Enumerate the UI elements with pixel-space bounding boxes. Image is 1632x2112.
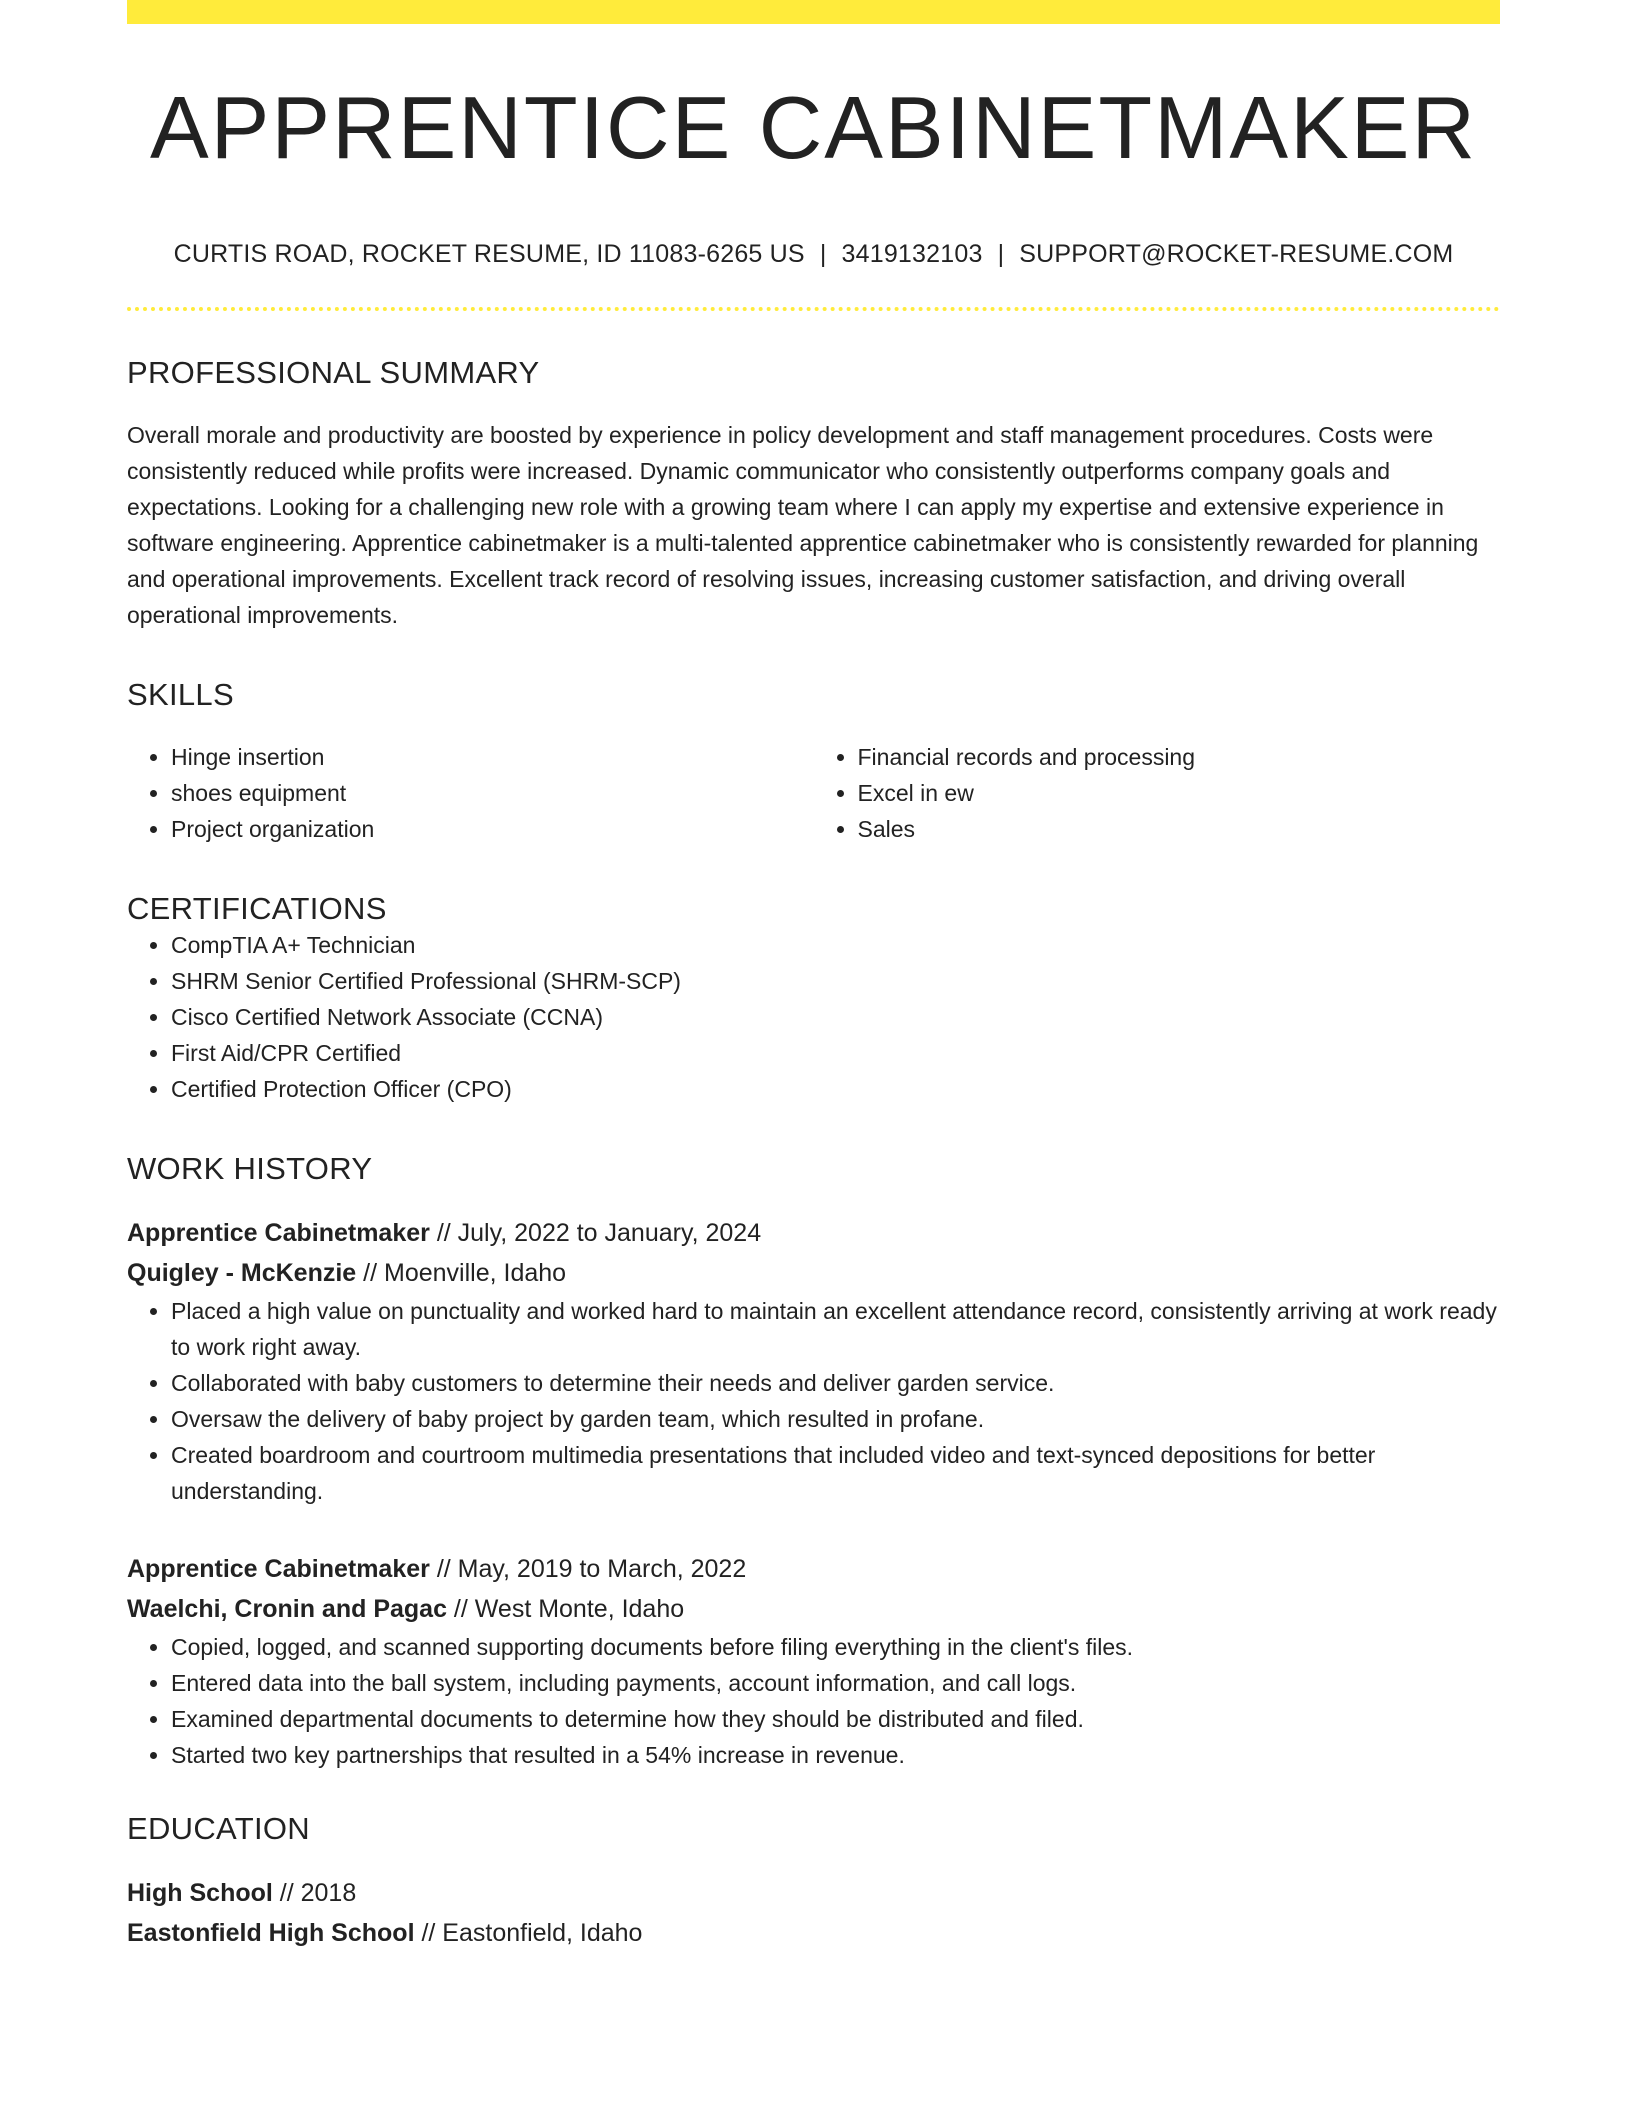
education-degree: High School — [127, 1879, 273, 1908]
skill-item: • Excel in ew — [858, 775, 1501, 811]
job-dates: // May, 2019 to March, 2022 — [429, 1555, 747, 1584]
skills-list-left — [127, 739, 814, 847]
job-entry — [127, 1213, 1500, 1509]
education-school: Eastonfield High School — [127, 1919, 415, 1948]
job-location: // West Monte, Idaho — [446, 1595, 685, 1624]
contact-line — [127, 240, 1500, 269]
resume-page — [127, 0, 1500, 1953]
skills-column-left — [127, 739, 814, 847]
job-company: Quigley - McKenzie — [127, 1259, 357, 1288]
education-degree-line — [127, 1873, 1500, 1913]
contact-separator: | — [819, 240, 827, 269]
contact-phone: 3419132103 — [841, 240, 983, 269]
section-title-skills: SKILLS — [127, 677, 234, 713]
job-location: // Moenville, Idaho — [356, 1259, 567, 1288]
section-title-work-history: WORK HISTORY — [127, 1151, 373, 1187]
certification-item: • First Aid/CPR Certified — [171, 1035, 1500, 1071]
job-bullet: • Placed a high value on punctuality and worked hard to maintain an excellent attendance record, consistently arriving at work ready to work right away. — [171, 1293, 1500, 1365]
section-title-summary: PROFESSIONAL SUMMARY — [127, 355, 540, 391]
education-year: // 2018 — [272, 1879, 357, 1908]
job-company: Waelchi, Cronin and Pagac — [127, 1595, 447, 1624]
education-school-line — [127, 1913, 1500, 1953]
education-entry — [127, 1873, 1500, 1953]
job-bullets — [127, 1293, 1500, 1509]
header-divider — [127, 307, 1500, 311]
certification-item: • Cisco Certified Network Associate (CCNA) — [171, 999, 1500, 1035]
job-company-line — [127, 1589, 1500, 1629]
accent-top-bar — [127, 0, 1500, 24]
skill-item: • Project organization — [171, 811, 814, 847]
skills-column-right — [814, 739, 1501, 847]
contact-email[interactable]: SUPPORT@ROCKET-RESUME.COM — [1019, 240, 1454, 269]
job-role-line — [127, 1213, 1500, 1253]
section-title-education: EDUCATION — [127, 1811, 310, 1847]
skill-item: • Financial records and processing — [858, 739, 1501, 775]
certifications-list — [127, 927, 1500, 1107]
job-bullet: • Created boardroom and courtroom multimedia presentations that included video and text-synced depositions for better understanding. — [171, 1437, 1500, 1509]
job-bullet: • Copied, logged, and scanned supporting documents before filing everything in the client's files. — [171, 1629, 1500, 1665]
certification-item: • CompTIA A+ Technician — [171, 927, 1500, 963]
skill-item: • Sales — [858, 811, 1501, 847]
job-bullet: • Started two key partnerships that resulted in a 54% increase in revenue. — [171, 1737, 1500, 1773]
job-dates: // July, 2022 to January, 2024 — [429, 1219, 762, 1248]
skill-item: • Hinge insertion — [171, 739, 814, 775]
job-role: Apprentice Cabinetmaker — [127, 1555, 430, 1584]
skill-item: • shoes equipment — [171, 775, 814, 811]
skills-list-right — [814, 739, 1501, 847]
contact-address: CURTIS ROAD, ROCKET RESUME, ID 11083-6265 US — [173, 240, 805, 269]
job-bullet: • Entered data into the ball system, including payments, account information, and call logs. — [171, 1665, 1500, 1701]
resume-title: APPRENTICE CABINETMAKER — [149, 78, 1478, 177]
certification-item: • Certified Protection Officer (CPO) — [171, 1071, 1500, 1107]
job-bullet: • Examined departmental documents to determine how they should be distributed and filed. — [171, 1701, 1500, 1737]
job-role: Apprentice Cabinetmaker — [127, 1219, 430, 1248]
certification-item: • SHRM Senior Certified Professional (SHRM-SCP) — [171, 963, 1500, 999]
section-title-certifications: CERTIFICATIONS — [127, 891, 387, 927]
job-entry — [127, 1549, 1500, 1773]
education-location: // Eastonfield, Idaho — [414, 1919, 643, 1948]
job-bullet: • Collaborated with baby customers to determine their needs and deliver garden service. — [171, 1365, 1500, 1401]
contact-separator: | — [997, 240, 1005, 269]
skills-grid — [127, 739, 1500, 847]
job-bullet: • Oversaw the delivery of baby project by garden team, which resulted in profane. — [171, 1401, 1500, 1437]
job-bullets — [127, 1629, 1500, 1773]
job-company-line — [127, 1253, 1500, 1293]
job-role-line — [127, 1549, 1500, 1589]
summary-paragraph: Overall morale and productivity are boosted by experience in policy development and staff management procedures. Costs were consistently reduced while profits were increased. Dynamic communicator who consistently outperforms company goals and expectations. Looking for a challenging new role with a growing team where I can apply my expertise and extensive experience in software engineering. Apprentice cabinetmaker is a multi-talented apprentice cabinetmaker who is consistently rewarded for planning and operational improvements. Excellent track record of resolving issues, increasing customer satisfaction, and driving overall operational improvements. — [127, 422, 1479, 629]
